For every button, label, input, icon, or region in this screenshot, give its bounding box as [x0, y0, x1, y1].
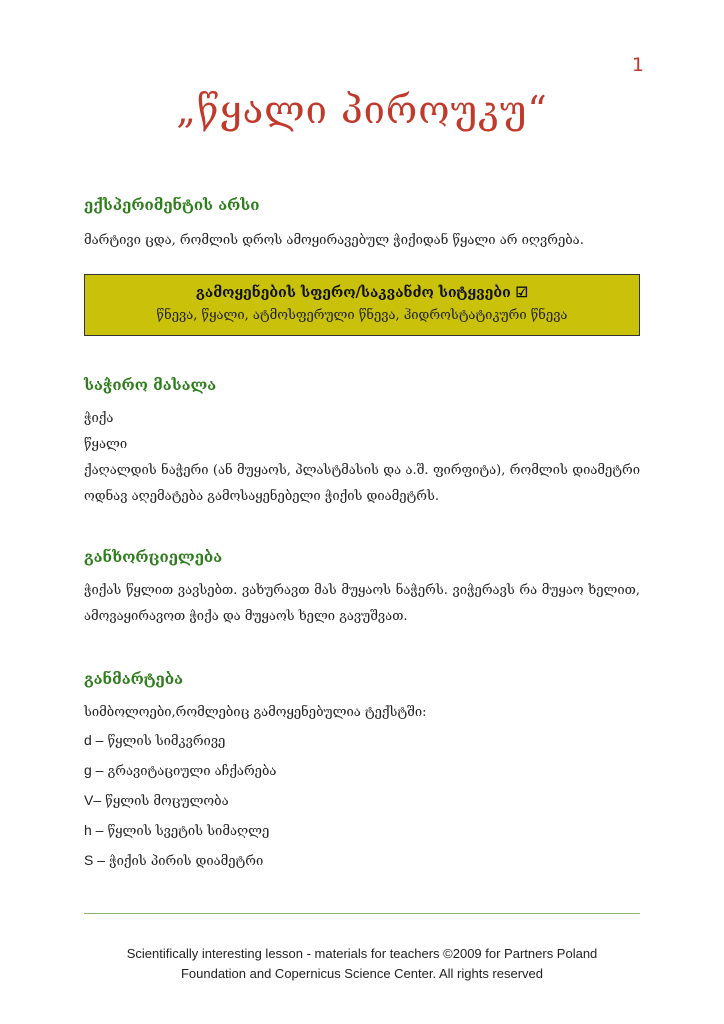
- checkbox-icon: ☑: [515, 285, 529, 301]
- symbol-description: წყლის სიმკვრივე: [107, 734, 226, 749]
- procedure-heading: განხორციელება: [84, 548, 223, 566]
- symbol-description: წყლის სვეტის სიმაღლე: [107, 824, 270, 839]
- footer-divider: [84, 913, 640, 914]
- symbol-letter: S –: [84, 852, 106, 868]
- symbol-description: ჭიქის პირის დიამეტრი: [109, 854, 264, 869]
- material-item: ქაღალდის ნაჭერი (ან მუყაოს, პლასტმასის და ა.შ. ფირფიტა), რომლის დიამეტრი ოდნავ აღემატება გამოსაყენებელი ჭიქის დიამეტრს.: [84, 463, 640, 504]
- essence-heading: ექსპერიმენტის არსი: [84, 196, 260, 214]
- explanation-heading: განმარტება: [84, 670, 184, 688]
- symbol-letter: V–: [84, 792, 102, 808]
- symbol-letter: h –: [84, 822, 104, 838]
- symbol-description: გრავიტაციული აჩქარება: [107, 764, 277, 779]
- application-keywords: წნევა, წყალი, ატმოსფერული წნევა, ჰიდროსტატიკური წნევა: [156, 308, 568, 323]
- symbol-row: [84, 816, 640, 846]
- footer-line: Scientifically interesting lesson - materials for teachers ©2009 for Partners Poland: [126, 946, 598, 961]
- symbol-description: წყლის მოცულობა: [105, 794, 229, 809]
- material-item: წყალი: [84, 437, 128, 452]
- application-title-text: გამოყენების სფერო/საკვანძო სიტყვები: [195, 285, 511, 301]
- footer-line: Foundation and Copernicus Science Center. All rights reserved: [180, 966, 544, 981]
- explanation-intro: სიმბოლოები,რომლებიც გამოყენებულია ტექსტში:: [84, 705, 427, 720]
- essence-text: მარტივი ცდა, რომლის დროს ამოყირავებულ ჭიქიდან წყალი არ იღვრება.: [84, 233, 584, 248]
- symbol-letter: d –: [84, 732, 104, 748]
- symbol-letter: g –: [84, 762, 104, 778]
- page-number: 1: [631, 54, 644, 76]
- procedure-text: ჭიქას წყლით ვავსებთ. ვახურავთ მას მუყაოს ნაჭერს. ვიჭერავს რა მუყაო ხელით, ამოვაყირავოთ ჭიქა და მუყაოს ხელი გავუშვათ.: [84, 583, 640, 624]
- application-title: [95, 281, 629, 305]
- symbol-row: [84, 786, 640, 816]
- symbol-row: [84, 756, 640, 786]
- symbol-row: [84, 846, 640, 876]
- material-item: ჭიქა: [84, 411, 114, 426]
- application-box: [84, 274, 640, 336]
- materials-heading: საჭირო მასალა: [84, 376, 217, 394]
- document-body: [84, 196, 640, 876]
- symbol-row: [84, 726, 640, 756]
- footer: [0, 944, 724, 984]
- document-title: „წყალი პიროუკუ“: [176, 88, 548, 132]
